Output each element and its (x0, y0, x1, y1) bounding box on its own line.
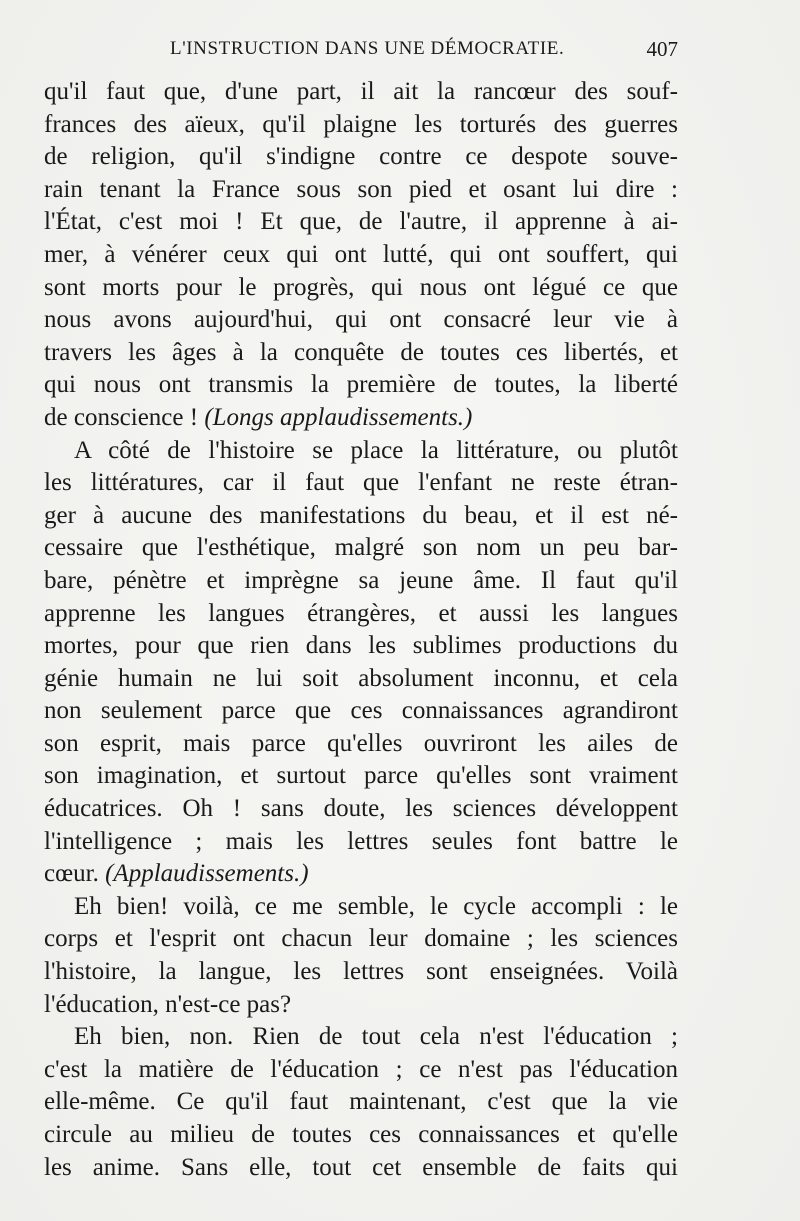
text-line-content: l'éducation, n'est-ce pas? (44, 990, 292, 1018)
text-line (44, 304, 678, 337)
text-line (44, 858, 678, 891)
text-line (44, 532, 678, 565)
text-line (44, 760, 678, 793)
text-line (44, 206, 678, 239)
text-line (44, 891, 678, 924)
text-line (44, 337, 678, 370)
text-line-content: son imagination, et surtout parce qu'elles sont vraiment (44, 762, 678, 790)
text-line (44, 923, 678, 956)
text-line (44, 826, 678, 859)
text-line-content: éducatrices. Oh ! sans doute, les sciences développent (44, 795, 678, 823)
text-line-content: elle-même. Ce qu'il faut maintenant, c'est que la vie (44, 1088, 678, 1116)
text-line-content: frances des aïeux, qu'il plaigne les torturés des guerres (44, 110, 678, 138)
text-line-content: cessaire que l'esthétique, malgré son nom un peu bar- (44, 534, 678, 562)
text-line-content: les littératures, car il faut que l'enfant ne reste étran- (44, 469, 678, 497)
text-line-content: ger à aucune des manifestations du beau, et il est né- (44, 501, 678, 529)
text-line-content: corps et l'esprit ont chacun leur domaine ; les sciences (44, 925, 678, 953)
page-header (44, 34, 678, 64)
text-line (44, 467, 678, 500)
text-line-content: qu'il faut que, d'une part, il ait la rancœur des souf- (44, 78, 678, 105)
running-head: L'INSTRUCTION DANS UNE DÉMOCRATIE. (170, 38, 565, 59)
page-number: 407 (646, 37, 678, 61)
body-text (44, 76, 678, 1184)
text-line-content: A côté de l'histoire se place la littérature, ou plutôt (74, 436, 678, 464)
text-line (44, 695, 678, 728)
text-line-content: les anime. Sans elle, tout cet ensemble de faits qui (44, 1153, 678, 1181)
text-line (44, 598, 678, 631)
text-line (44, 435, 678, 468)
text-line (44, 174, 678, 207)
text-line-content: Eh bien! voilà, ce me semble, le cycle accompli : le (74, 892, 678, 920)
text-line (44, 565, 678, 598)
text-line-content: de religion, qu'il s'indigne contre ce despote souve- (44, 143, 678, 171)
text-line (44, 1152, 678, 1185)
text-line-content: de conscience ! (44, 403, 205, 431)
text-line (44, 109, 678, 142)
text-line-content: qui nous ont transmis la première de toutes, la liberté (44, 371, 678, 399)
text-line (44, 956, 678, 989)
text-line-content: sont morts pour le progrès, qui nous ont légué ce que (44, 273, 678, 301)
text-line (44, 1119, 678, 1152)
text-line-content: non seulement parce que ces connaissances agrandiront (44, 697, 678, 725)
text-line (44, 500, 678, 533)
text-line (44, 239, 678, 272)
text-line (44, 76, 678, 109)
text-line-content: Eh bien, non. Rien de tout cela n'est l'éducation ; (74, 1023, 678, 1051)
text-line (44, 630, 678, 663)
text-line (44, 369, 678, 402)
text-line-content: apprenne les langues étrangères, et aussi les langues (44, 599, 678, 627)
stage-direction: (Applaudissements.) (105, 860, 309, 888)
text-line (44, 272, 678, 305)
text-line (44, 728, 678, 761)
text-line (44, 989, 678, 1022)
text-line-content: son esprit, mais parce qu'elles ouvriront les ailes de (44, 729, 678, 757)
text-line-content: génie humain ne lui soit absolument inconnu, et cela (44, 664, 678, 692)
text-line-content: mer, à vénérer ceux qui ont lutté, qui ont souffert, qui (44, 240, 678, 268)
text-line (44, 793, 678, 826)
stage-direction: (Longs applaudissements.) (204, 403, 473, 431)
text-line (44, 141, 678, 174)
text-line-content: l'État, c'est moi ! Et que, de l'autre, il apprenne à ai- (44, 208, 678, 236)
text-line (44, 663, 678, 696)
text-line-content: l'intelligence ; mais les lettres seules font battre le (44, 827, 678, 855)
text-line-content: c'est la matière de l'éducation ; ce n'est pas l'éducation (44, 1055, 678, 1083)
text-line (44, 1086, 678, 1119)
text-line (44, 1054, 678, 1087)
text-line (44, 1021, 678, 1054)
text-line-content: cœur. (44, 860, 106, 888)
text-line-content: travers les âges à la conquête de toutes ces libertés, et (44, 338, 678, 366)
text-line-content: bare, pénètre et imprègne sa jeune âme. Il faut qu'il (44, 566, 678, 594)
text-line-content: mortes, pour que rien dans les sublimes productions du (44, 632, 678, 660)
text-line-content: nous avons aujourd'hui, qui ont consacré leur vie à (44, 306, 678, 334)
text-line-content: l'histoire, la langue, les lettres sont enseignées. Voilà (44, 958, 678, 986)
text-line (44, 402, 678, 435)
text-line-content: circule au milieu de toutes ces connaissances et qu'elle (44, 1121, 678, 1148)
text-line-content: rain tenant la France sous son pied et osant lui dire : (44, 175, 678, 203)
